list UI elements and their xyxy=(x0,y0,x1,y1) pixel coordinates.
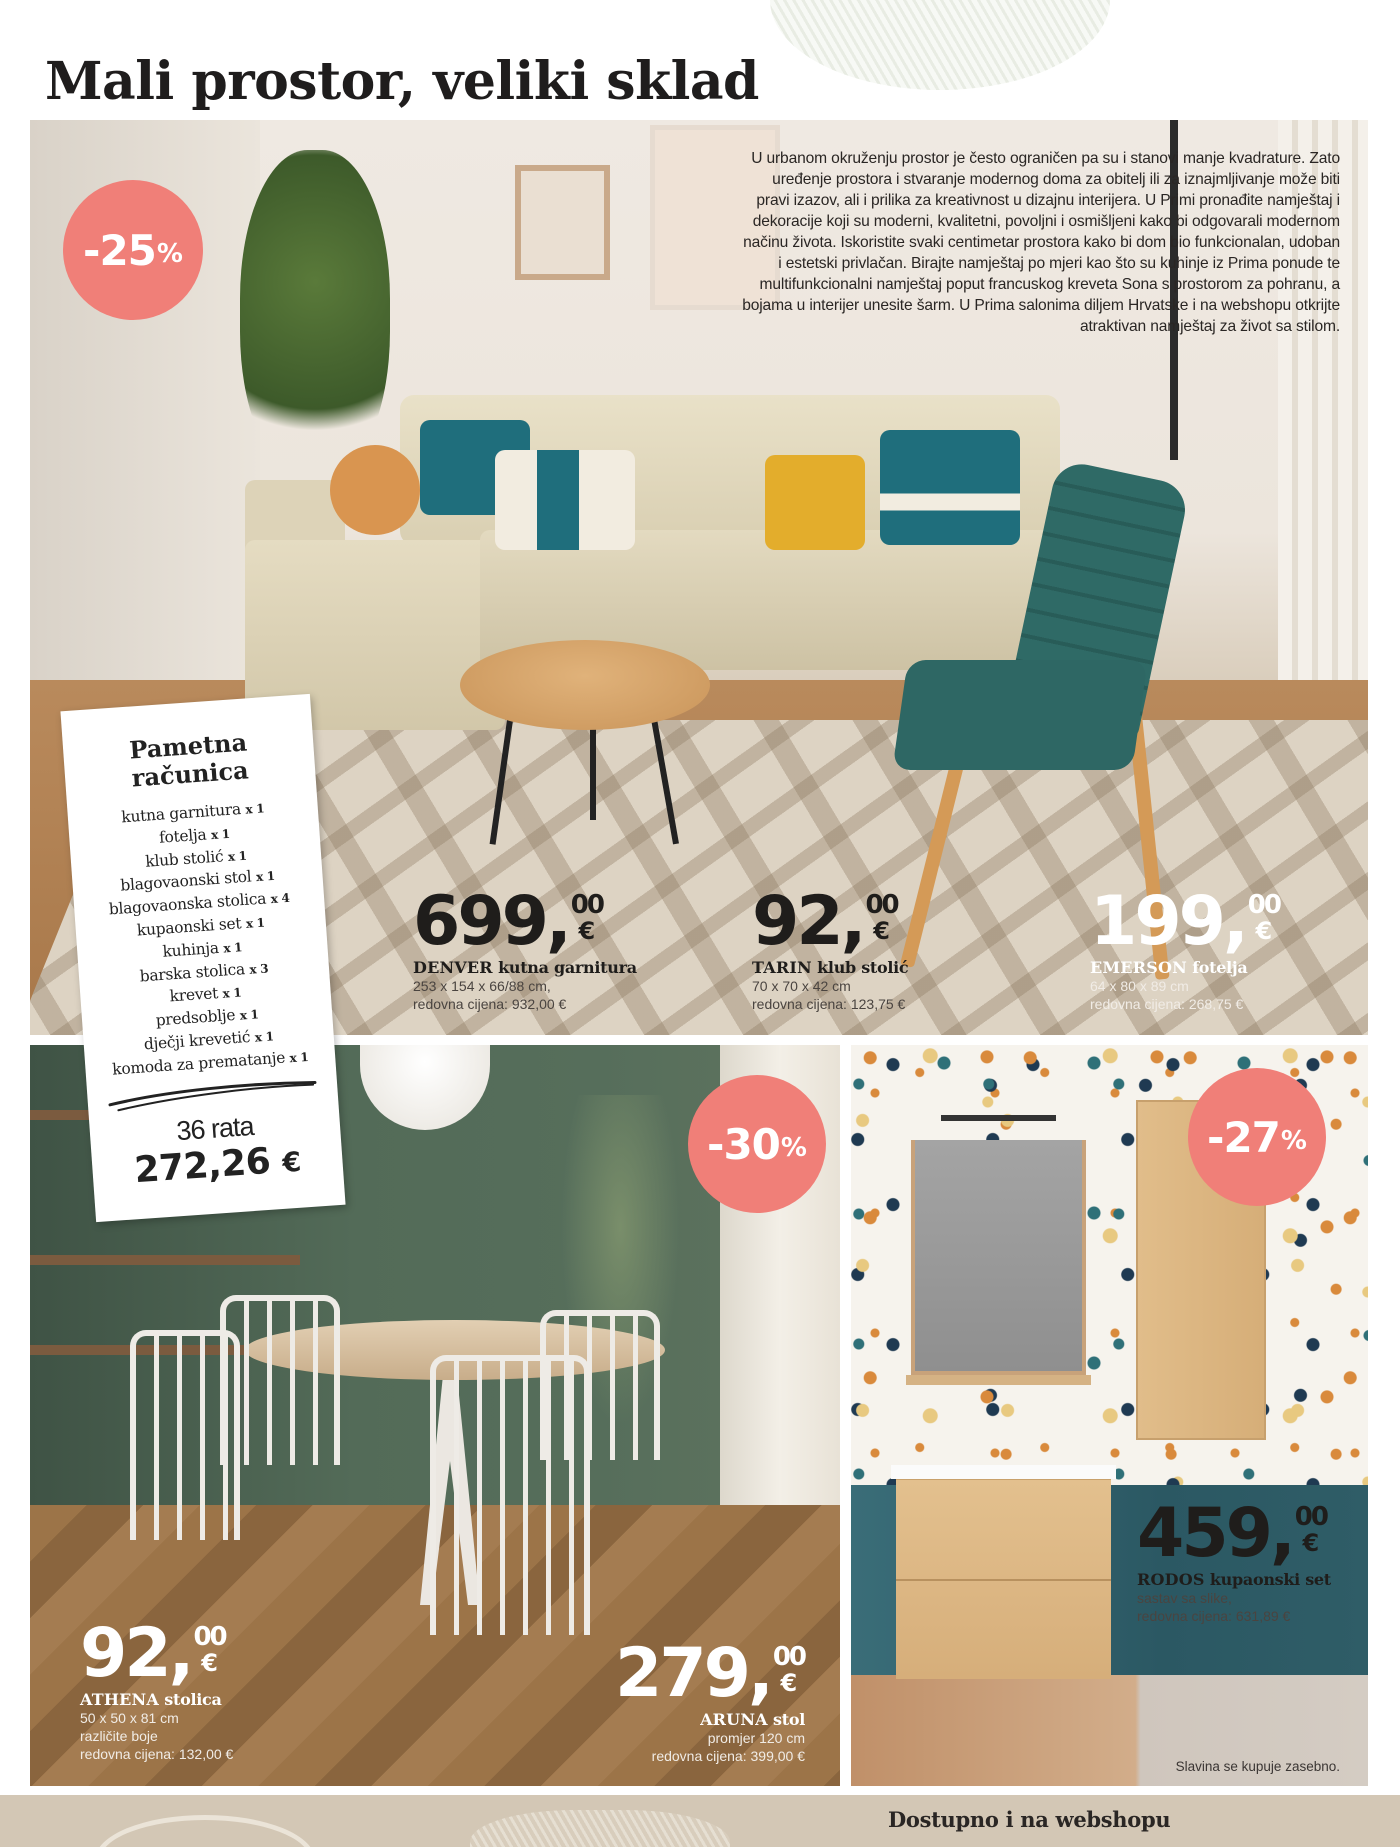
product-dimensions: promjer 120 cm xyxy=(707,1730,805,1746)
product-name: stol xyxy=(773,1710,805,1729)
product-name: kutna garnitura xyxy=(498,958,637,977)
discount-badge-dining: -30 % xyxy=(688,1075,826,1213)
intro-line: atraktivan namještaj za život sa stilom. xyxy=(1079,318,1340,335)
shelf xyxy=(30,1255,300,1265)
pillow xyxy=(880,430,1020,545)
list-item: komoda za prematanje x 1 xyxy=(111,1048,309,1079)
decorative-pattern-top xyxy=(770,0,1110,90)
decorative-shape xyxy=(95,1815,315,1847)
sink-top xyxy=(891,1465,1116,1479)
smart-calculation-card xyxy=(60,694,345,1222)
regular-price: redovna cijena: 399,00 € xyxy=(651,1748,805,1764)
intro-line: U urbanom okruženju prostor je često ograničen pa su i stanovi manje kvadrature. Zato xyxy=(751,150,1340,167)
intro-line: i estetski privlačan. Birajte namještaj po mjeri kao što su kuhinje iz Prima ponude te xyxy=(778,255,1340,272)
regular-price: redovna cijena: 268,75 € xyxy=(1090,996,1244,1012)
price-tag-denver: 699, 00 € DENVER kutna garnitura 253 x 154 x 66/88 cm, redovna cijena: 932,00 € xyxy=(413,882,637,1012)
price-value: 279, xyxy=(615,1634,771,1713)
calculator-item-list xyxy=(67,794,335,1084)
product-dimensions: 70 x 70 x 42 cm xyxy=(752,978,851,994)
installment-total: 272,26 € xyxy=(133,1140,302,1191)
product-name: stolica xyxy=(164,1690,222,1709)
price-tag-aruna: 279, 00 € ARUNA stol promjer 120 cm redovna cijena: 399,00 € xyxy=(615,1634,805,1764)
regular-price: redovna cijena: 631,89 € xyxy=(1137,1608,1291,1624)
product-brand: DENVER xyxy=(413,958,493,977)
product-brand: EMERSON xyxy=(1090,958,1187,977)
list-item: blagovaonska stolica x 4 xyxy=(108,889,291,919)
price-tag-emerson: 199, 00 € EMERSON fotelja 64 x 80 x 89 cm redovna cijena: 268,75 € xyxy=(1090,882,1280,1012)
price-value: 92, xyxy=(80,1614,192,1693)
product-dimensions: 253 x 154 x 66/88 cm, xyxy=(413,978,551,994)
product-brand: ATHENA xyxy=(80,1690,159,1709)
intro-line: uređenje prostora i stvaranje modernog doma za obitelj ili za iznajmljivanje može biti xyxy=(772,171,1340,188)
product-colors: različite boje xyxy=(80,1728,158,1744)
list-item: klub stolić x 1 xyxy=(144,846,248,871)
pillow xyxy=(765,455,865,550)
armchair-seat xyxy=(892,660,1147,770)
regular-price: redovna cijena: 132,00 € xyxy=(80,1746,234,1762)
pillow xyxy=(330,445,420,535)
mirror-light xyxy=(941,1115,1056,1121)
mirror-shelf xyxy=(906,1375,1091,1385)
page-title: Mali prostor, veliki sklad xyxy=(45,51,759,112)
installments-label: 36 rata xyxy=(175,1110,255,1146)
product-brand: TARIN xyxy=(752,958,812,977)
drawer-divider xyxy=(896,1579,1111,1581)
list-item: blagovaonski stol x 1 xyxy=(119,867,276,895)
intro-paragraph xyxy=(615,148,1340,337)
intro-line: načinu života. Iskoristite svaki centimetar prostora kako bi dom bio funkcionalan, udoban xyxy=(743,234,1340,251)
list-item: krevet x 1 xyxy=(169,984,242,1006)
mirror xyxy=(911,1140,1086,1375)
wall-art-frame xyxy=(515,165,610,280)
product-name: kupaonski set xyxy=(1209,1570,1331,1589)
coffee-table xyxy=(460,640,710,730)
footer-band xyxy=(0,1795,1400,1847)
list-item: kutna garnitura x 1 xyxy=(120,800,265,827)
product-dimensions: 64 x 80 x 89 cm xyxy=(1090,978,1189,994)
price-tag-athena: 92, 00 € ATHENA stolica 50 x 50 x 81 cm različite boje redovna cijena: 132,00 € xyxy=(80,1614,234,1762)
list-item: predsoblje x 1 xyxy=(155,1006,260,1030)
dining-chair xyxy=(430,1355,590,1635)
price-tag-rodos: 459, 00 € RODOS kupaonski set sastav sa slike, redovna cijena: 631,89 € xyxy=(1137,1494,1331,1624)
price-value: 199, xyxy=(1090,882,1246,961)
product-brand: RODOS xyxy=(1137,1570,1205,1589)
card-title: Pametna računica xyxy=(128,727,250,793)
dining-chair xyxy=(220,1295,340,1465)
product-dimensions: 50 x 50 x 81 cm xyxy=(80,1710,179,1726)
pillow xyxy=(495,450,635,550)
webshop-availability-text: Dostupno i na webshopu xyxy=(888,1807,1171,1832)
price-tag-tarin: 92, 00 € TARIN klub stolić 70 x 70 x 42 cm redovna cijena: 123,75 € xyxy=(752,882,909,1012)
decorative-pattern xyxy=(470,1810,730,1847)
discount-badge-bath: -27 % xyxy=(1188,1068,1326,1206)
list-item: kupaonski set x 1 xyxy=(136,914,266,940)
regular-price: redovna cijena: 932,00 € xyxy=(413,996,567,1012)
regular-price: redovna cijena: 123,75 € xyxy=(752,996,906,1012)
intro-line: bojama u interijer unesite šarm. U Prima salonima diljem Hrvatske i na webshopu otkrijte xyxy=(742,297,1340,314)
price-value: 699, xyxy=(413,882,569,961)
intro-line: dekoracije koji su moderni, kvalitetni, povoljni i osmišljeni kako bi odgovarali modernom xyxy=(752,213,1340,230)
product-brand: ARUNA xyxy=(700,1710,768,1729)
intro-line: pravi izazov, ali i prilika za kreativnost u dizajnu interijera. U Primi pronađite namještaj i xyxy=(756,192,1340,209)
plant xyxy=(240,150,390,480)
list-item: barska stolica x 3 xyxy=(139,959,269,986)
list-item: kuhinja x 1 xyxy=(161,938,243,961)
list-item: dječji krevetić x 1 xyxy=(143,1027,275,1054)
price-value: 459, xyxy=(1137,1494,1293,1573)
product-name: klub stolić xyxy=(817,958,909,977)
price-value: 92, xyxy=(752,882,864,961)
list-item: fotelja x 1 xyxy=(158,825,231,847)
product-composition: sastav sa slike, xyxy=(1137,1590,1232,1606)
intro-line: multifunkcionalni namještaj poput francuskog kreveta Sona s prostorom za pohranu, a xyxy=(759,276,1340,293)
product-name: fotelja xyxy=(1192,958,1248,977)
discount-badge-living: -25 % xyxy=(63,180,203,320)
faucet-note: Slavina se kupuje zasebno. xyxy=(1175,1759,1340,1774)
